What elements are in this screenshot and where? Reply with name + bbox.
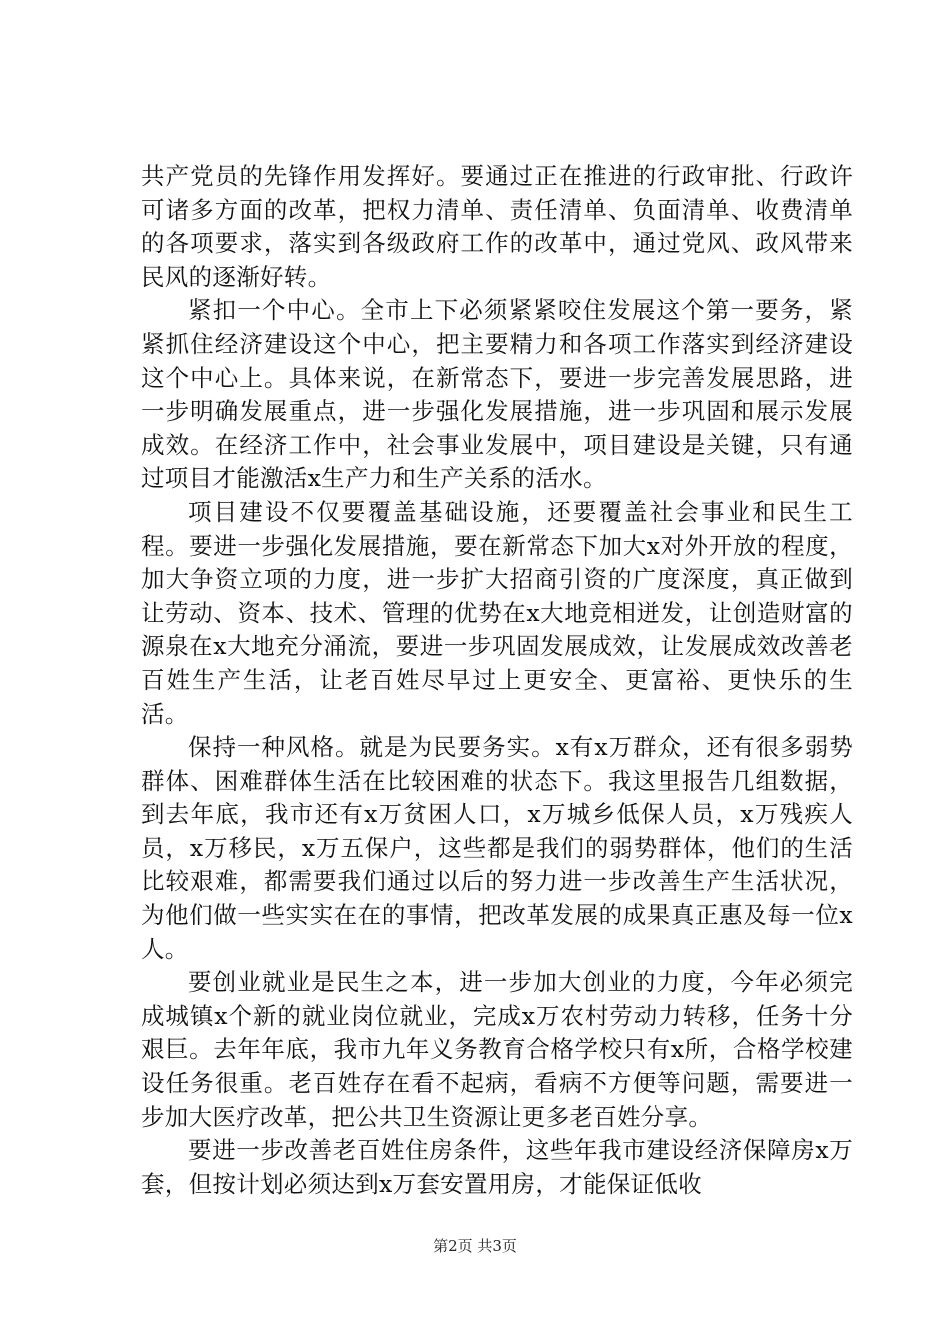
- paragraph-5: 要创业就业是民生之本，进一步加大创业的力度，今年必须完成城镇x个新的就业岗位就业，完成x万农村劳动力转移，任务十分艰巨。去年年底，我市九年义务教育合格学校只有x所，合格学校建设任务很重。老百姓存在看不起病，看病不方便等问题，需要进一步加大医疗改革，把公共卫生资源让更多老百姓分享。: [141, 968, 853, 1131]
- paragraph-6: 要进一步改善老百姓住房条件，这些年我市建设经济保障房x万套，但按计划必须达到x万套安置用房，才能保证低收: [141, 1136, 853, 1198]
- paragraph-3: 项目建设不仅要覆盖基础设施，还要覆盖社会事业和民生工程。要进一步强化发展措施，要在新常态下加大x对外开放的程度，加大争资立项的力度，进一步扩大招商引资的广度深度，真正做到让劳动、资本、技术、管理的优势在x大地竞相迸发，让创造财富的源泉在x大地充分涌流，要进一步巩固发展成效，让发展成效改善老百姓生产生活，让老百姓尽早过上更安全、更富裕、更快乐的生活。: [141, 497, 853, 728]
- page-footer: 第2页 共3页: [433, 1237, 517, 1255]
- document-body: [141, 160, 853, 1201]
- paragraph-4: 保持一种风格。就是为民要务实。x有x万群众，还有很多弱势群体、困难群体生活在比较困难的状态下。我这里报告几组数据，到去年底，我市还有x万贫困人口，x万城乡低保人员，x万残疾人员，x万移民，x万五保户，这些都是我们的弱势群体，他们的生活比较艰难，都需要我们通过以后的努力进一步改善生产生活状况，为他们做一些实实在在的事情，把改革发展的成果真正惠及每一位x人。: [141, 733, 853, 963]
- paragraph-1: 共产党员的先锋作用发挥好。要通过正在推进的行政审批、行政许可诸多方面的改革，把权力清单、责任清单、负面清单、收费清单的各项要求，落实到各级政府工作的改革中，通过党风、政风带来民风的逐渐好转。: [141, 162, 853, 291]
- paragraph-2: 紧扣一个中心。全市上下必须紧紧咬住发展这个第一要务，紧紧抓住经济建设这个中心，把主要精力和各项工作落实到经济建设这个中心上。具体来说，在新常态下，要进一步完善发展思路，进一步明确发展重点，进一步强化发展措施，进一步巩固和展示发展成效。在经济工作中，社会事业发展中，项目建设是关键，只有通过项目才能激活x生产力和生产关系的活水。: [141, 296, 853, 493]
